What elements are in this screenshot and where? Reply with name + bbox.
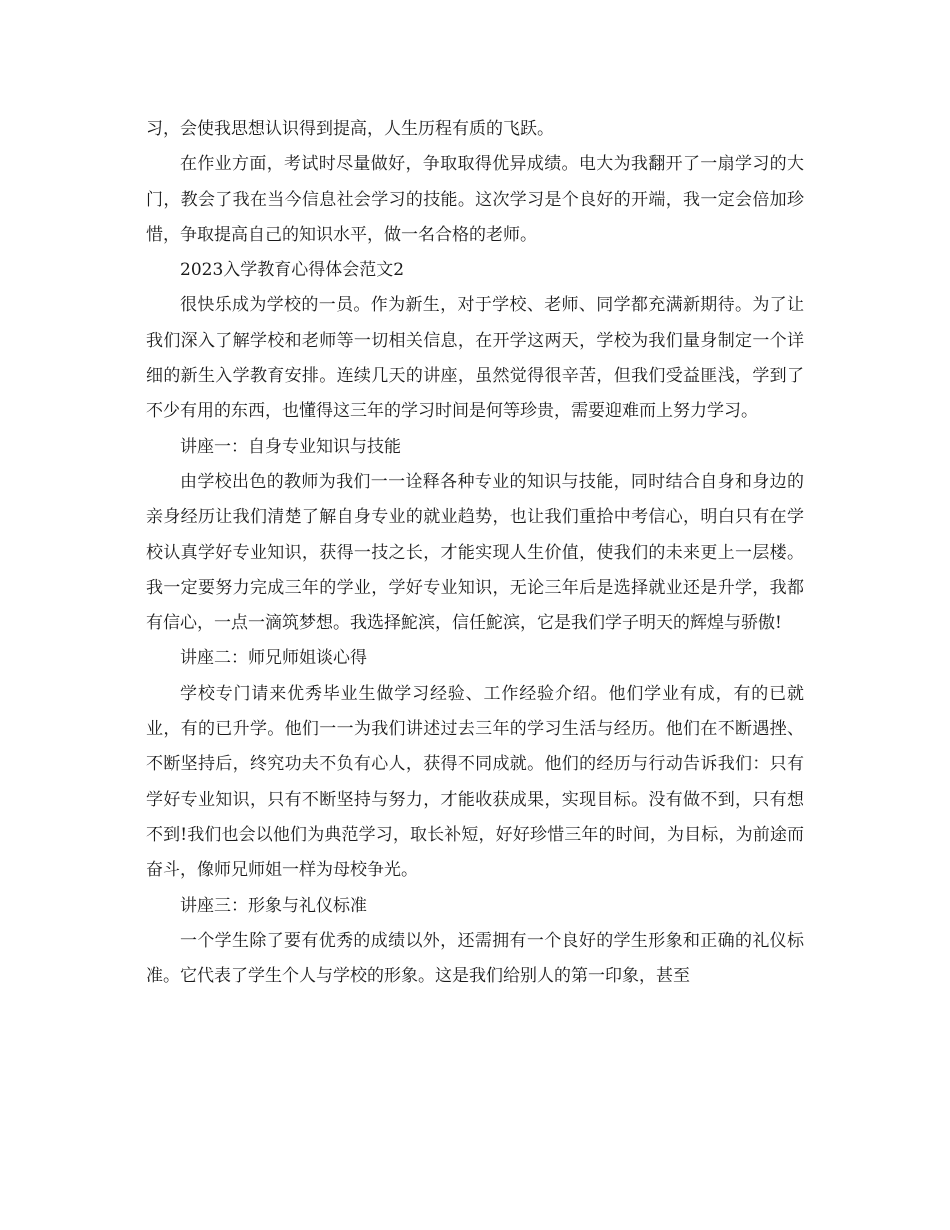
paragraph-continuation: 习，会使我思想认识得到提高，人生历程有质的飞跃。 <box>146 119 554 139</box>
section-title-essay-2: 2023入学教育心得体会范文2 <box>180 260 405 281</box>
lecture-3-heading: 讲座三：形象与礼仪标准 <box>180 895 367 916</box>
paragraph-lecture-1: 由学校出色的教师为我们一一诠释各种专业的知识与技能，同时结合自身和身边的亲身经历让我们清楚了解自身专业的就业趋势，也让我们重拾中考信心，明白只有在学校认真学好专业知识，获得一技之长，才能实现人生价值，使我们的未来更上一层楼。我一定要努力完成三年的学业，学好专业知识，无论三年后是选择就业还是升学，我都有信心，一点一滴筑梦想。我选择鮀滨，信任鮀滨，它是我们学子明天的辉煌与骄傲! <box>146 471 804 634</box>
paragraph-lecture-3: 一个学生除了要有优秀的成绩以外，还需拥有一个良好的学生形象和正确的礼仪标准。它代表了学生个人与学校的形象。这是我们给别人的第一印象，甚至 <box>146 930 804 987</box>
paragraph-new-student: 很快乐成为学校的一员。作为新生，对于学校、老师、同学都充满新期待。为了让我们深入了解学校和老师等一切相关信息，在开学这两天，学校为我们量身制定一个详细的新生入学教育安排。连续几天的讲座，虽然觉得很辛苦，但我们受益匪浅，学到了不少有用的东西，也懂得这三年的学习时间是何等珍贵，需要迎难而上努力学习。 <box>146 295 804 422</box>
paragraph-homework: 在作业方面，考试时尽量做好，争取取得优异成绩。电大为我翻开了一扇学习的大门，教会了我在当今信息社会学习的技能。这次学习是个良好的开端，我一定会倍加珍惜，争取提高自己的知识水平，做一名合格的老师。 <box>146 154 804 245</box>
paragraph-lecture-2: 学校专门请来优秀毕业生做学习经验、工作经验介绍。他们学业有成，有的已就业，有的已升学。他们一一为我们讲述过去三年的学习生活与经历。他们在不断遇挫、不断坚持后，终究功夫不负有心人，获得不同成就。他们的经历与行动告诉我们：只有学好专业知识，只有不断坚持与努力，才能收获成果，实现目标。没有做不到，只有想不到!我们也会以他们为典范学习，取长补短，好好珍惜三年的时间，为目标，为前途而奋斗，像师兄师姐一样为母校争光。 <box>146 683 804 881</box>
document-page <box>146 112 804 994</box>
lecture-1-heading: 讲座一：自身专业知识与技能 <box>180 436 401 457</box>
lecture-2-heading: 讲座二：师兄师姐谈心得 <box>180 648 367 669</box>
